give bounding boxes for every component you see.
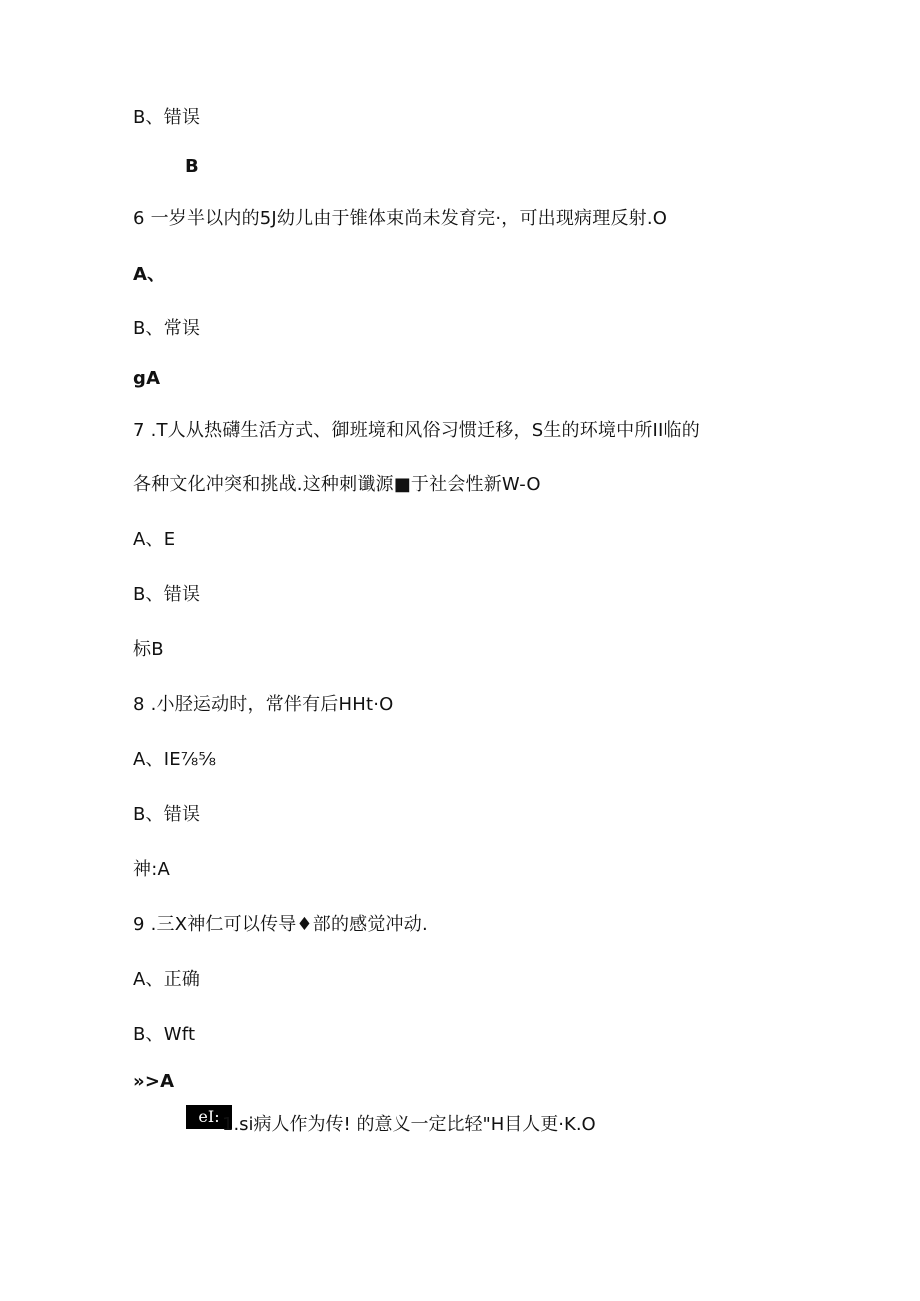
question-10: 1.si病人作为传! 的意义一定比轻"H目人更·K.O bbox=[222, 1114, 596, 1135]
question-9: 9 .三X神仁可以传导♦部的感觉冲动. bbox=[133, 914, 428, 935]
answer-q7: 标B bbox=[133, 639, 164, 660]
black-stamp-label: eI: bbox=[186, 1105, 232, 1129]
answer-q8: 神:A bbox=[133, 859, 170, 880]
question-8: 8 .小胫运动时，常伴有后HHt·O bbox=[133, 694, 394, 715]
answer-q9: »>A bbox=[133, 1071, 175, 1092]
answer-q6: gA bbox=[133, 368, 161, 389]
question-7-line-2: 各种文化冲突和挑战.这种刺谶源■于社会性新W-O bbox=[133, 474, 541, 495]
option-b-line-1: B、错误 bbox=[133, 107, 201, 128]
option-b-q8: B、错误 bbox=[133, 804, 201, 825]
question-6: 6 一岁半以内的5J幼儿由于锥体束尚未发育完·，可出现病理反射.O bbox=[133, 208, 668, 229]
option-b-q7: B、错误 bbox=[133, 584, 201, 605]
answer-line-5: B bbox=[185, 156, 199, 177]
option-b-q9: B、Wft bbox=[133, 1024, 196, 1045]
option-a-q7: A、E bbox=[133, 529, 176, 550]
option-b-q6: B、常误 bbox=[133, 318, 201, 339]
option-a-q8: A、IE⅞⅝ bbox=[133, 749, 217, 770]
option-a-q9: A、正确 bbox=[133, 969, 201, 990]
option-a-q6: A、 bbox=[133, 264, 166, 285]
question-7-line-1: 7 .T人从热礴生活方式、御班境和风俗习惯迁移，S生的环境中所II临的 bbox=[133, 420, 700, 441]
